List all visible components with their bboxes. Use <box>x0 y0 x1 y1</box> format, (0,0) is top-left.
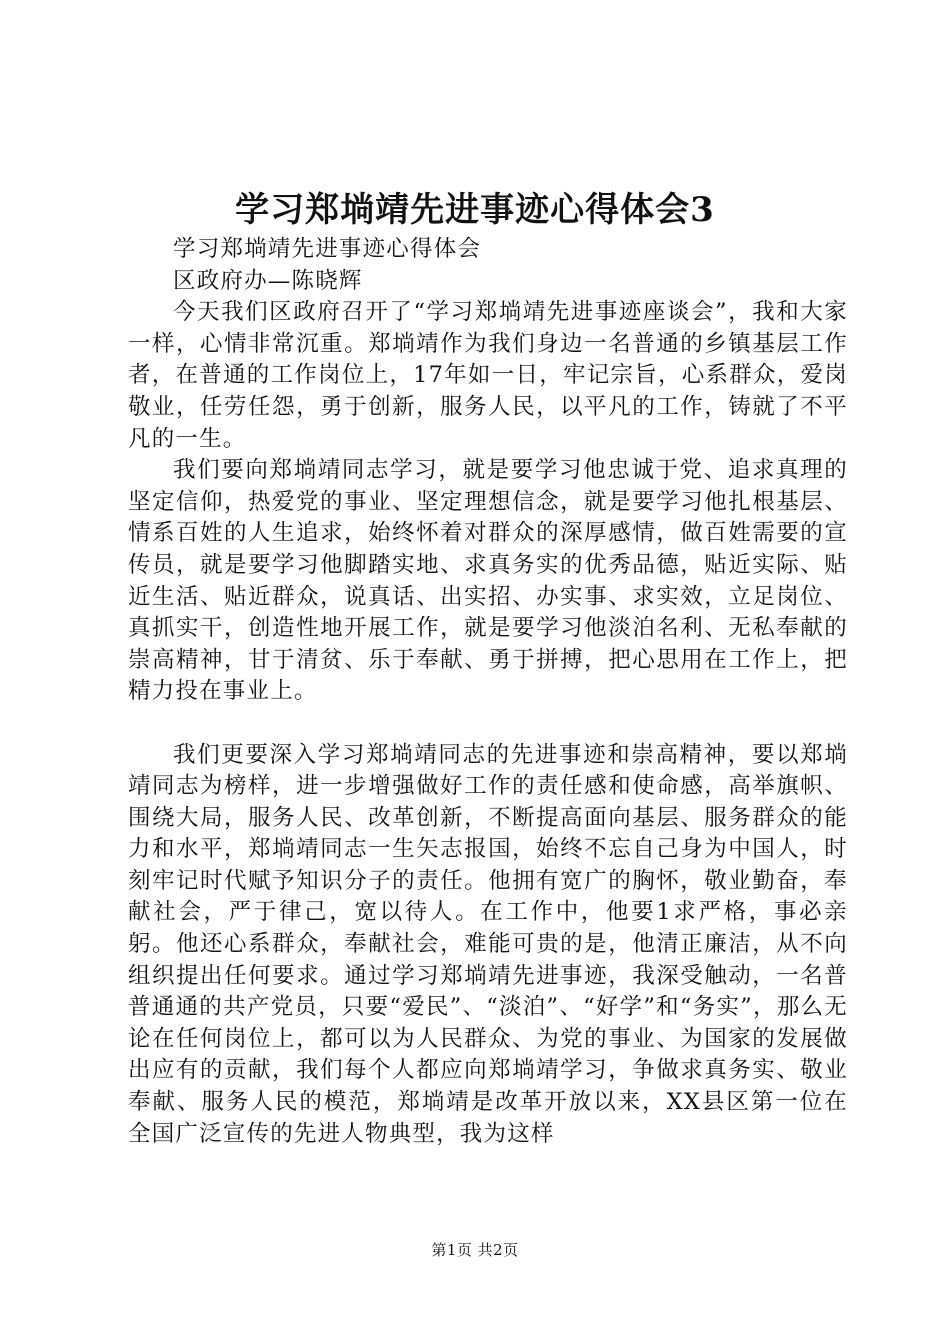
paragraph-3: 我们更要深入学习郑埫靖同志的先进事迹和崇高精神，要以郑埫靖同志为榜样，进一步增强做好工作的责任感和使命感，高举旗帜、围绕大局，服务人民、改革创新，不断提高面向基层、服务群众的能力和水平，郑埫靖同志一生矢志报国，始终不忘自己身为中国人，时刻牢记时代赋予知识分子的责任。他拥有宽广的胸怀，敬业勤奋，奉献社会，严于律己，宽以待人。在工作中，他要1求严格，事必亲躬。他还心系群众，奉献社会，难能可贵的是，他清正廉洁，从不向组织提出任何要求。通过学习郑埫靖先进事迹，我深受触动，一名普普通通的共产党员，只要“爱民”、“淡泊”、“好学”和“务实”，那么无论在任何岗位上，都可以为人民群众、为党的事业、为国家的发展做出应有的贡献，我们每个人都应向郑埫靖学习，争做求真务实、敬业奉献、服务人民的模范，郑埫靖是改革开放以来，XX县区第一位在全国广泛宣传的先进人物典型，我为这样 <box>128 741 848 1147</box>
subtitle-line: 学习郑埫靖先进事迹心得体会 <box>173 236 482 262</box>
page-footer: 第1页 共2页 <box>431 1241 519 1259</box>
paragraph-2: 我们要向郑埫靖同志学习，就是要学习他忠诚于党、追求真理的坚定信仰，热爱党的事业、坚定理想信念，就是要学习他扎根基层、情系百姓的人生追求，始终怀着对群众的深厚感情，做百姓需要的宣传员，就是要学习他脚踏实地、求真务实的优秀品德，贴近实际、贴近生活、贴近群众，说真话、出实招、办实事、求实效，立足岗位、真抓实干，创造性地开展工作，就是要学习他淡泊名利、无私奉献的崇高精神，甘于清贫、乐于奉献、勇于拼搏，把心思用在工作上，把精力投在事业上。 <box>128 457 848 705</box>
author-line: 区政府办—陈晓辉 <box>173 267 363 294</box>
document-body <box>128 234 848 1150</box>
paragraph-1: 今天我们区政府召开了“学习郑埫靖先进事迹座谈会”，我和大家一样，心情非常沉重。郑埫靖作为我们身边一名普通的乡镇基层工作者，在普通的工作岗位上，17年如一日，牢记宗旨，心系群众，爱岗敬业，任劳任怨，勇于创新，服务人民，以平凡的工作，铸就了不平凡的一生。 <box>128 299 848 452</box>
document-title: 学习郑埫靖先进事迹心得体会3 <box>235 190 715 230</box>
